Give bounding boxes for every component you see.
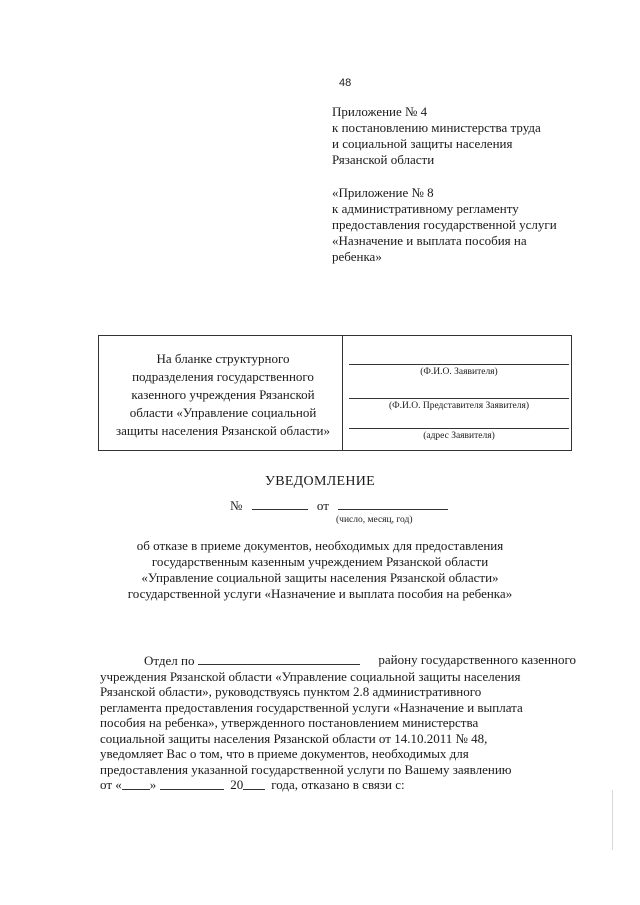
letterhead-line: области «Управление социальной bbox=[129, 405, 317, 420]
applicant-address-caption: (адрес Заявителя) bbox=[423, 431, 495, 441]
number-blank bbox=[252, 497, 308, 510]
subject-line: государственной услуги «Назначение и выплата пособия на ребенка» bbox=[127, 586, 513, 601]
appendix-8-line: «Приложение № 8 bbox=[332, 185, 434, 200]
applicant-address-line bbox=[349, 428, 569, 429]
notice-body bbox=[100, 652, 576, 793]
body-line: социальной защиты населения Рязанской области от 14.10.2011 № 48, bbox=[100, 730, 488, 746]
body-line: регламента предоставления государственной услуги «Назначение и выплата bbox=[100, 699, 523, 715]
representative-name-line bbox=[349, 398, 569, 399]
body-line-last bbox=[100, 777, 576, 793]
body-line: учреждения Рязанской области «Управление социальной защиты населения bbox=[100, 668, 521, 684]
notice-number-date bbox=[230, 497, 448, 514]
letterhead-line: казенного учреждения Рязанской bbox=[131, 387, 315, 402]
appendix-8-header bbox=[332, 185, 592, 265]
year-prefix: 20 bbox=[230, 777, 244, 792]
applicant-name-caption: (Ф.И.О. Заявителя) bbox=[420, 367, 498, 377]
letterhead-note bbox=[107, 350, 339, 440]
day-blank bbox=[122, 777, 150, 790]
notice-subject bbox=[0, 538, 640, 602]
representative-name-caption: (Ф.И.О. Представителя Заявителя) bbox=[388, 401, 530, 411]
number-label: № bbox=[230, 498, 243, 513]
subject-line: государственным казенным учреждением Рязанской области bbox=[151, 554, 489, 569]
scan-edge-mark bbox=[612, 790, 613, 850]
letterhead-line: На бланке структурного bbox=[156, 351, 290, 366]
applicant-name-line bbox=[349, 364, 569, 365]
appendix-8-line: к административному регламенту bbox=[332, 201, 519, 216]
notice-title: УВЕДОМЛЕНИЕ bbox=[264, 474, 376, 489]
letterhead-line: подразделения государственного bbox=[132, 369, 314, 384]
body-line: уведомляет Вас о том, что в приеме документов, необходимых для bbox=[100, 746, 469, 761]
date-blank bbox=[338, 497, 448, 510]
appendix-8-line: ребенка» bbox=[332, 249, 382, 264]
subject-line: «Управление социальной защиты населения Рязанской области» bbox=[141, 570, 499, 585]
appendix-4-line: Рязанской области bbox=[332, 152, 435, 167]
date-caption: (число, месяц, год) bbox=[336, 515, 413, 525]
body-line: Рязанской области», руководствуясь пунктом 2.8 административного bbox=[100, 684, 482, 699]
appendix-8-line: «Назначение и выплата пособия на bbox=[332, 233, 527, 248]
year-blank bbox=[243, 777, 265, 790]
district-blank bbox=[198, 652, 360, 665]
appendix-4-line: к постановлению министерства труда bbox=[332, 120, 541, 135]
page-number: 48 bbox=[339, 77, 352, 89]
appendix-4-line: и социальной защиты населения bbox=[332, 136, 513, 151]
body-line-first bbox=[100, 652, 576, 669]
letterhead-table bbox=[98, 335, 572, 451]
department-label-text: Отдел по bbox=[144, 653, 195, 668]
subject-line: об отказе в приеме документов, необходимых для предоставления bbox=[136, 538, 504, 553]
month-blank bbox=[160, 777, 224, 790]
body-line: пособия на ребенка», утвержденного постановлением министерства bbox=[100, 715, 479, 730]
appendix-4-line: Приложение № 4 bbox=[332, 104, 428, 119]
from-label: от bbox=[316, 498, 329, 513]
body-line: предоставления указанной государственной услуги по Вашему заявлению bbox=[100, 761, 512, 777]
appendix-4-header bbox=[332, 104, 592, 168]
letterhead-divider bbox=[342, 336, 343, 450]
letterhead-line: защиты населения Рязанской области» bbox=[115, 423, 331, 438]
date-prefix: от « bbox=[100, 777, 122, 792]
department-label bbox=[144, 652, 360, 669]
body-line-first-end: району государственного казенного bbox=[378, 652, 576, 667]
date-quote: » bbox=[149, 777, 157, 792]
refusal-reason-label: года, отказано в связи с: bbox=[271, 777, 405, 792]
appendix-8-line: предоставления государственной услуги bbox=[332, 217, 557, 232]
